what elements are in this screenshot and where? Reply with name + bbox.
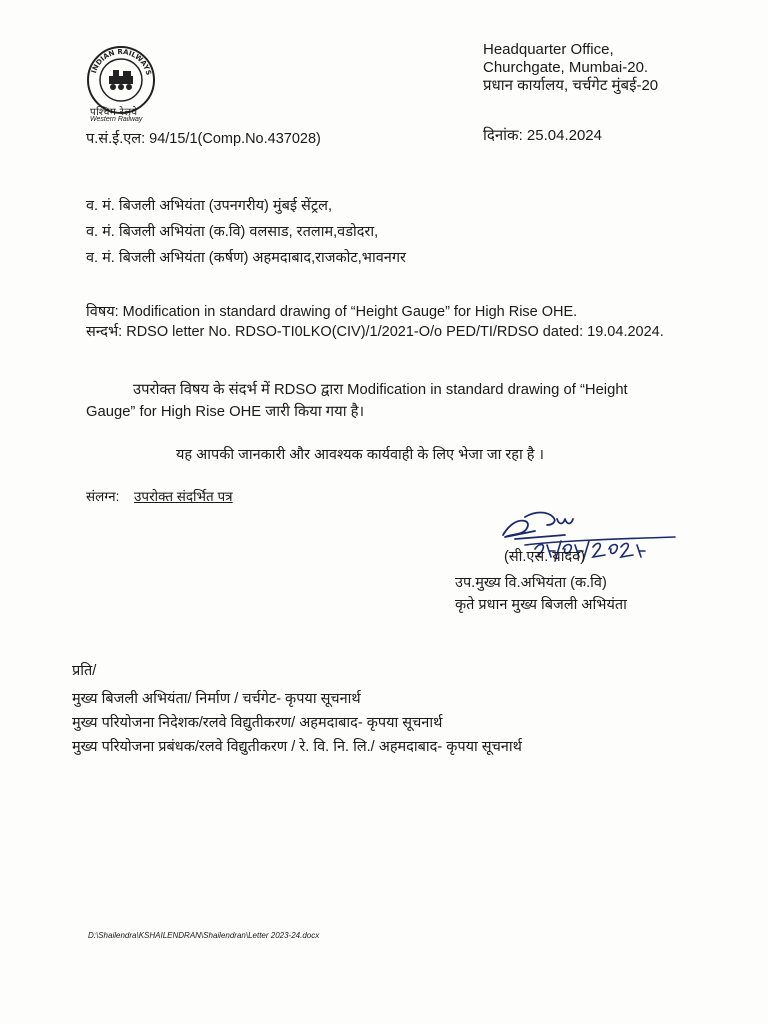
- reference-number: प.सं.ई.एल: 94/15/1(Comp.No.437028): [86, 131, 321, 147]
- enclosure-label: संलग्न:: [86, 489, 120, 504]
- subject-line: विषय: Modification in standard drawing of “Height Gauge” for High Rise OHE.: [86, 304, 578, 320]
- enclosure-value: उपरोक्त संदर्भित पत्र: [134, 489, 233, 504]
- addressee-2: व. मं. बिजली अभियंता (क.वि) वलसाड, रतलाम,वडोदरा,: [86, 224, 379, 240]
- body-paragraph-2: यह आपकी जानकारी और आवश्यक कार्यवाही के लिए भेजा जा रहा है ।: [176, 447, 545, 463]
- addressee-3: व. मं. बिजली अभियंता (कर्षण) अहमदाबाद,राजकोट,भावनगर: [86, 250, 406, 266]
- logo-caption-english: Western Railway: [90, 116, 143, 123]
- office-line-1: Headquarter Office,: [483, 41, 614, 58]
- signatory-designation: उप.मुख्य वि.अभियंता (क.वि): [455, 575, 607, 591]
- addressee-1: व. मं. बिजली अभियंता (उपनगरीय) मुंबई सेंट्रल,: [86, 198, 332, 214]
- copy-recipient-3: मुख्य परियोजना प्रबंधक/रलवे विद्युतीकरण / रे. वि. नि. लि./ अहमदाबाद- कृपया सूचनार्थ: [72, 739, 522, 755]
- body-paragraph-1-line-1: उपरोक्त विषय के संदर्भ में RDSO द्वारा Modification in standard drawing of “Height: [133, 382, 628, 398]
- letter-date: दिनांक: 25.04.2024: [483, 127, 602, 144]
- office-line-2: Churchgate, Mumbai-20.: [483, 59, 649, 76]
- copy-recipient-2: मुख्य परियोजना निदेशक/रलवे विद्युतीकरण/ अहमदाबाद- कृपया सूचनार्थ: [72, 715, 443, 731]
- svg-text:INDIAN RAILWAYS: [90, 48, 153, 76]
- footer-file-path: D:\Shailendra\KSHAILENDRAN\Shailendran\Letter 2023-24.docx: [88, 931, 320, 940]
- copy-to-label: प्रति/: [72, 663, 97, 679]
- logo-caption-hindi: पश्चिम रेलवे: [90, 107, 138, 118]
- copy-recipient-1: मुख्य बिजली अभियंता/ निर्माण / चर्चगेट- कृपया सूचनार्थ: [72, 691, 361, 707]
- reference-line: सन्दर्भ: RDSO letter No. RDSO-TI0LKO(CIV)/1/2021-O/o PED/TI/RDSO dated: 19.04.2024.: [86, 324, 664, 340]
- signatory-on-behalf: कृते प्रधान मुख्य बिजली अभियंता: [455, 597, 627, 613]
- signatory-name: (सी.एस. यादव): [504, 549, 586, 565]
- body-paragraph-1-line-2: Gauge” for High Rise OHE जारी किया गया है।: [86, 404, 365, 420]
- office-line-3: प्रधान कार्यालय, चर्चगेट मुंबई-20: [483, 77, 659, 94]
- logo-ring-text: INDIAN RAILWAYS: [90, 47, 153, 77]
